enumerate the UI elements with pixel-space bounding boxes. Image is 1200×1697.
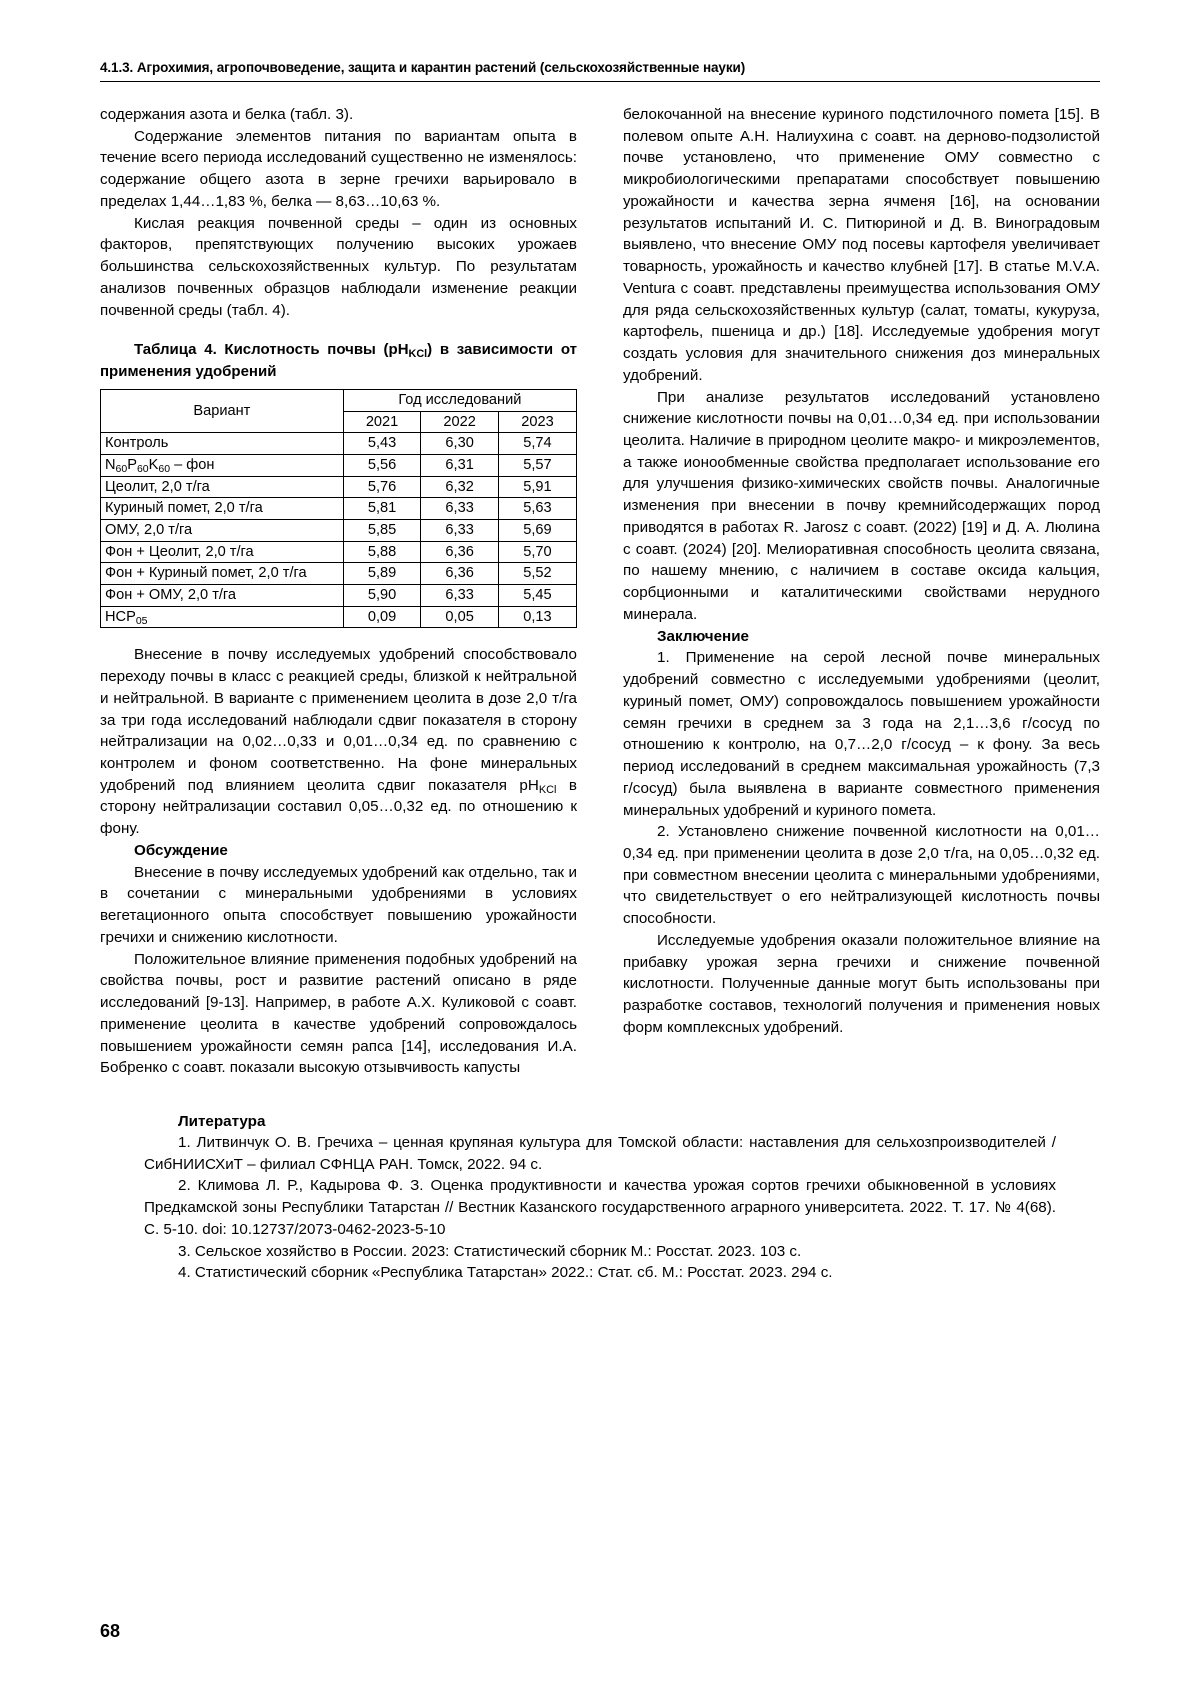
reference-item: 1. Литвинчук О. В. Гречиха – ценная крупяная культура для Томской области: наставления для сельхозпроизводителей / СибНИИСХиТ – филиал СФНЦА РАН. Томск, 2022. 94 с. <box>144 1134 1056 1173</box>
cell-value: 5,52 <box>498 563 576 585</box>
cell-value: 6,32 <box>421 476 499 498</box>
cell-value: 5,91 <box>498 476 576 498</box>
subheading-discussion: Обсуждение <box>134 841 228 859</box>
two-column-body <box>100 104 1100 1079</box>
table-row <box>101 541 577 563</box>
cell-variant: Контроль <box>101 433 344 455</box>
table-caption-subscript: KCl <box>408 348 428 361</box>
cell-value: 5,90 <box>343 584 421 606</box>
table-row <box>101 606 577 628</box>
table-row <box>101 498 577 520</box>
paragraph: 1. Применение на серой лесной почве минеральных удобрений совместно с исследуемыми удобрениями (цеолит, куриный помет, ОМУ) сопровождалось повышением урожайности семян гречихи в среднем за 3 года на 2,1…3,6 г/сосуд по отношению к контролю, на 0,7…2,0 г/сосуд – к фону. За весь период исследований в среднем максимальная урожайность (7,3 г/сосуд) была выявлена в варианте совместного применения минеральных удобрений и куриного помета. <box>623 649 1100 819</box>
table-row <box>101 519 577 541</box>
table-row <box>101 433 577 455</box>
cell-variant: ОМУ, 2,0 т/га <box>101 519 344 541</box>
paragraph: Исследуемые удобрения оказали положительное влияние на прибавку урожая зерна гречихи и снижение почвенной кислотности. Полученные данные могут быть использованы при разработке составов, технологий получения и применения новых форм комплексных удобрений. <box>623 931 1100 1036</box>
header-year: 2022 <box>421 411 499 433</box>
table-row <box>101 476 577 498</box>
paragraph: Содержание элементов питания по вариантам опыта в течение всего периода исследований существенно не изменялось: содержание общего азота в зерне гречихи варьировало в пределах 1,44…1,83 %, белка — 8,63…10,63 %. <box>100 127 577 210</box>
cell-value: 5,70 <box>498 541 576 563</box>
cell-value: 6,33 <box>421 498 499 520</box>
cell-value: 5,85 <box>343 519 421 541</box>
references-title: Литература <box>178 1113 266 1131</box>
cell-value: 6,31 <box>421 454 499 476</box>
header-years-group: Год исследований <box>343 389 576 411</box>
cell-value: 0,05 <box>421 606 499 628</box>
cell-variant: $НСР_{05}$ <box>101 606 344 628</box>
paragraph: содержания азота и белка (табл. 3). <box>100 106 354 123</box>
running-head: 4.1.3. Агрохимия, агропочвоведение, защита и карантин растений (сельскохозяйственные науки) <box>100 60 1100 82</box>
cell-value: 0,09 <box>343 606 421 628</box>
right-column <box>623 104 1100 1039</box>
table-row <box>101 584 577 606</box>
cell-value: 5,45 <box>498 584 576 606</box>
paragraph: Положительное влияние применения подобных удобрений на свойства почвы, рост и развитие растений описано в ряде исследований [9-13]. Например, в работе А.Х. Куликовой с соавт. применение цеолита в качестве удобрений сопровождалось повышением урожайности семян рапса [14], исследования И.А. Бобренко с соавт. показали высокую отзывчивость капусты <box>100 950 577 1077</box>
cell-value: 5,74 <box>498 433 576 455</box>
cell-value: 6,30 <box>421 433 499 455</box>
cell-variant: Фон + Куриный помет, 2,0 т/га <box>101 563 344 585</box>
references-section <box>100 1113 1100 1284</box>
paragraph: При анализе результатов исследований установлено снижение кислотности почвы на 0,01…0,34 ед. при использовании цеолита. Наличие в природном цеолите макро- и микроэлементов, а также ионообменные свойства предполагает использование его для улучшения физико-химических свойств почвы. Аналогичные изменения при внесении в почву кремнийсодержащих пород приводятся в работах R. Jarosz с соавт. (2022) [19] и Д. А. Люлина с соавт. (2024) [20]. Мелиоративная способность цеолита связана, по нашему мнению, с наличием в составе оксида кальция, сорбционными и каталитическими свойствами нерудного минерала. <box>623 388 1100 623</box>
table-row <box>101 454 577 476</box>
paragraph-subscript: KCl <box>538 783 557 796</box>
paragraph: 2. Установлено снижение почвенной кислотности на 0,01…0,34 ед. при применении цеолита в дозе 2,0 т/га, на 0,05…0,32 ед. при совместном внесении цеолита с минеральными удобрениями, что свидетельствует о его нейтрализующей кислотность почвы способности. <box>623 823 1100 928</box>
cell-value: 5,69 <box>498 519 576 541</box>
cell-value: 5,43 <box>343 433 421 455</box>
cell-value: 5,81 <box>343 498 421 520</box>
cell-value: 6,33 <box>421 584 499 606</box>
cell-value: 5,63 <box>498 498 576 520</box>
table-header-row <box>101 389 577 411</box>
table-row <box>101 563 577 585</box>
references-wrap <box>100 1113 1100 1284</box>
cell-value: 6,36 <box>421 563 499 585</box>
paragraph: Кислая реакция почвенной среды – один из основных факторов, препятствующих получению высоких урожаев большинства сельскохозяйственных культур. По результатам анализов почвенных образцов наблюдали изменение реакции почвенной среды (табл. 4). <box>100 214 577 319</box>
subheading-conclusion: Заключение <box>657 627 750 645</box>
left-column <box>100 104 577 1079</box>
cell-variant: $N_{60}P_{60}K_{60}$ – фон <box>101 454 344 476</box>
table-caption-part2: ) в зависимости от применения удобрений <box>100 341 577 380</box>
cell-value: 5,89 <box>343 563 421 585</box>
cell-variant: Цеолит, 2,0 т/га <box>101 476 344 498</box>
cell-value: 0,13 <box>498 606 576 628</box>
cell-value: 5,76 <box>343 476 421 498</box>
cell-value: 5,88 <box>343 541 421 563</box>
page-number: 68 <box>100 1621 121 1641</box>
paragraph: Внесение в почву исследуемых удобрений как отдельно, так и в сочетании с минеральными удобрениями в условиях вегетационного опыта способствует повышению урожайности гречихи и снижению кислотности. <box>100 863 577 946</box>
cell-variant: Куриный помет, 2,0 т/га <box>101 498 344 520</box>
cell-value: 6,36 <box>421 541 499 563</box>
header-year: 2023 <box>498 411 576 433</box>
cell-value: 5,56 <box>343 454 421 476</box>
paragraph-text: Внесение в почву исследуемых удобрений способствовало переходу почвы в класс с реакцией среды, близкой к нейтральной и нейтральной. В варианте с применением цеолита в дозе 2,0 т/га за три года исследований наблюдали сдвиг показателя в сторону нейтрализации на 0,02…0,33 и 0,01…0,34 ед. по сравнению с контролем и фоном соответственно. На фоне минеральных удобрений под влиянием цеолита сдвиг показателя рН <box>100 646 577 794</box>
table-caption <box>100 339 577 382</box>
header-year: 2021 <box>343 411 421 433</box>
reference-item: 2. Климова Л. Р., Кадырова Ф. З. Оценка продуктивности и качества урожая сортов гречихи обыкновенной в условиях Предкамской зоны Республики Татарстан // Вестник Казанского государственного аграрного университета. 2022. Т. 17. № 4(68). С. 5-10. doi: 10.12737/2073-0462-2023-5-10 <box>144 1177 1056 1238</box>
paragraph: белокочанной на внесение куриного подстилочного помета [15]. В полевом опыте А.Н. Налиухина с соавт. на дерново-подзолистой почве установлено, что применение ОМУ совместно с микробиологическими препаратами способствует повышению урожайности и качества зерна ячменя [16], на основании результатов испытаний И. С. Питюриной и Д. В. Виноградовым выявлено, что внесение ОМУ под посевы картофеля увеличивает товарность, урожайность и качество клубней [17]. В статье M.V.A. Ventura с соавт. представлены преимущества использования ОМУ для ряда сельскохозяйственных культур (салат, томаты, кукуруза, картофель, пшеница и др.) [18]. Исследуемые удобрения могут создать условия для значительного снижения доз минеральных удобрений. <box>623 106 1100 384</box>
reference-item: 4. Статистический сборник «Республика Татарстан» 2022.: Стат. сб. М.: Росстат. 2023. 294 с. <box>178 1264 833 1282</box>
header-variant: Вариант <box>101 389 344 432</box>
reference-item: 3. Сельское хозяйство в России. 2023: Статистический сборник М.: Росстат. 2023. 103 с. <box>178 1242 802 1260</box>
paragraph-text-tail: в сторону нейтрализации составил 0,05…0,32 ед. по отношению к фону. <box>100 776 577 838</box>
cell-value: 6,33 <box>421 519 499 541</box>
paragraph <box>100 644 577 840</box>
cell-value: 5,57 <box>498 454 576 476</box>
soil-acidity-table <box>100 389 577 628</box>
table-caption-part1: Таблица 4. Кислотность почвы (рН <box>134 341 409 359</box>
cell-variant: Фон + Цеолит, 2,0 т/га <box>101 541 344 563</box>
cell-variant: Фон + ОМУ, 2,0 т/га <box>101 584 344 606</box>
